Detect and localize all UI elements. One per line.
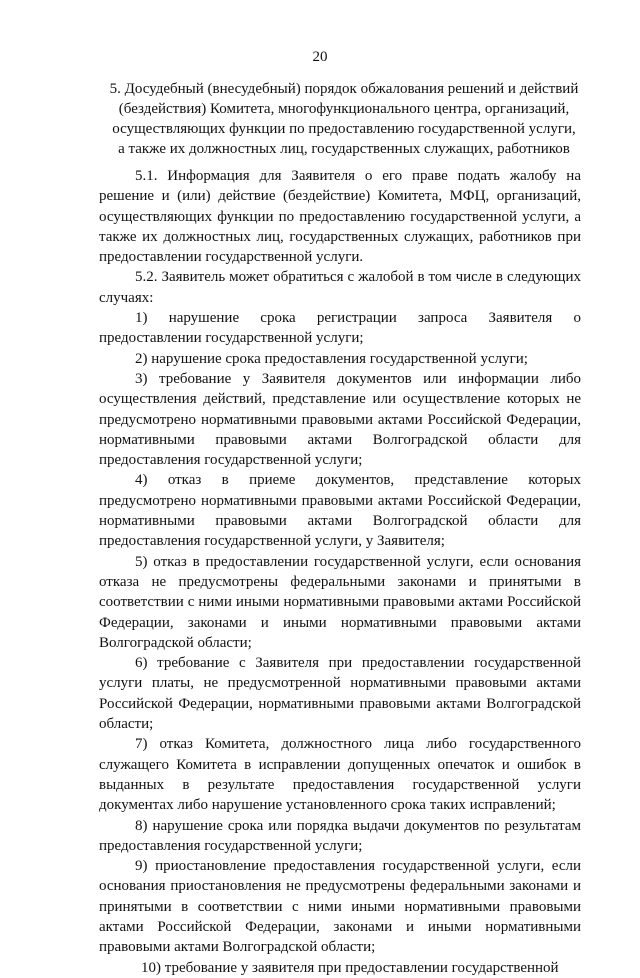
list-item-7: 7) отказ Комитета, должностного лица либо государственного служащего Комитета в исправлении допущенных опечаток и ошибок в выданных в результате предоставления государственной услуги документах либо нарушение установленного срока таких исправлений; bbox=[99, 736, 581, 814]
list-item-2: 2) нарушение срока предоставления государственной услуги; bbox=[135, 350, 528, 367]
section-heading-line: осуществляющих функции по предоставлению государственной услуги, bbox=[112, 121, 576, 137]
list-item-9: 9) приостановление предоставления государственной услуги, если основания приостановления не предусмотрены федеральными законами и принятыми в соответствии с ними иными нормативными правовыми актами Российской Федерации, законами и иными нормативными правовыми актами Волгоградской области; bbox=[99, 858, 581, 956]
list-item-8: 8) нарушение срока или порядка выдачи документов по результатам предоставления государственной услуги; bbox=[99, 817, 581, 854]
list-item-5: 5) отказ в предоставлении государственной услуги, если основания отказа не предусмотрены федеральными законами и принятыми в соответствии с ними иными нормативными правовыми актами Российской Федерации, законами и иными нормативными правовыми актами Волгоградской области; bbox=[99, 553, 581, 651]
list-item-10: 10) требование у заявителя при предоставлении государственной bbox=[141, 959, 559, 976]
paragraph-5-1: 5.1. Информация для Заявителя о его праве подать жалобу на решение и (или) действие (бездействие) Комитета, МФЦ, организаций, осуществляющих функции по предоставлению государственной услуги, а также их должностных лиц, государственных служащих, работников при предоставлении государственной услуги. bbox=[99, 168, 581, 266]
section-heading-line: 5. Досудебный (внесудебный) порядок обжалования решений и действий bbox=[109, 81, 579, 97]
section-heading-line: (бездействия) Комитета, многофункционального центра, организаций, bbox=[118, 101, 570, 117]
list-item-4: 4) отказ в приеме документов, представление которых предусмотрено нормативными правовыми актами Российской Федерации, нормативными правовыми актами Волгоградской области для предоставления государственной услуги, у Заявителя; bbox=[99, 472, 581, 550]
document-body bbox=[99, 166, 581, 978]
section-heading-line: а также их должностных лиц, государственных служащих, работников bbox=[118, 141, 570, 157]
list-item-6: 6) требование с Заявителя при предоставлении государственной услуги платы, не предусмотренной нормативными правовыми актами Российской Федерации, нормативными правовыми актами Волгоградской области; bbox=[99, 655, 581, 733]
list-item-1: 1) нарушение срока регистрации запроса Заявителя о предоставлении государственной услуги; bbox=[99, 310, 581, 347]
paragraph-5-2: 5.2. Заявитель может обратиться с жалобой в том числе в следующих случаях: bbox=[99, 269, 581, 306]
list-item-3: 3) требование у Заявителя документов или информации либо осуществления действий, представление или осуществление которых не предусмотрено нормативными правовыми актами Российской Федерации, нормативными правовыми актами Волгоградской области для предоставления государственной услуги; bbox=[99, 370, 581, 469]
page-number: 20 bbox=[312, 49, 328, 65]
section-heading bbox=[100, 79, 588, 159]
